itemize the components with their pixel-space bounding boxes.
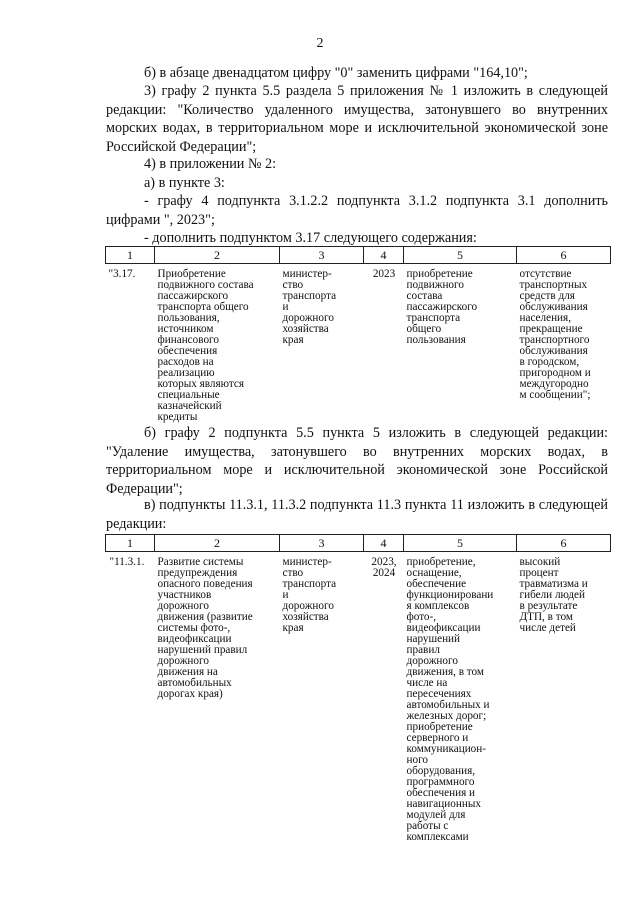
expected-result: приобретение, оснащение, обеспечение функционировани я комплексов фото-, видеофиксации нарушений правил дорожного движения, в том числе на пересечениях автомобильных и железных дорог; приобретение серверного и коммуникацион- ного оборудования, программного обеспечения и навигационных модулей для работы с комплексами bbox=[406, 556, 494, 843]
table-header-cell: 1 bbox=[106, 535, 155, 552]
table-header-cell: 6 bbox=[517, 247, 611, 264]
implementation-year: 2023 bbox=[372, 268, 396, 280]
table-header-cell: 6 bbox=[517, 535, 611, 552]
item-number: "11.3.1. bbox=[109, 556, 145, 568]
table-header-cell: 2 bbox=[155, 535, 280, 552]
table-header-cell: 2 bbox=[155, 247, 280, 264]
table-header-cell: 1 bbox=[106, 247, 155, 264]
implementation-year: 2023, 2024 bbox=[371, 556, 397, 579]
table-subitem-11-3-1 bbox=[105, 534, 611, 843]
table-header-cell: 3 bbox=[280, 535, 364, 552]
consequences: высокий процент травматизма и гибели людей в результате ДТП, в том числе детей bbox=[519, 556, 588, 634]
measure-name: Развитие системы предупреждения опасного поведения участников дорожного движения (развитие системы фото-, видеофиксации нарушений правил дорожного движения на автомобильных дорогах края) bbox=[157, 556, 253, 700]
table-header-cell: 4 bbox=[364, 535, 404, 552]
consequences: отсутствие транспортных средств для обслуживания населения, прекращение транспортного обслуживания в городском, пригородном и междугородно м сообщении"; bbox=[519, 268, 591, 401]
table-row bbox=[106, 264, 611, 424]
paragraph-3-appendix-1: 3) графу 2 пункта 5.5 раздела 5 приложения № 1 изложить в следующей редакции: "Количество удаленного имущества, затонувшего во внутренних морских водах, в территориальном море и исключительной экономической зоне Российской Федерации"; bbox=[106, 83, 608, 155]
table-header-row bbox=[106, 247, 611, 264]
table-subitem-3-17 bbox=[105, 246, 611, 423]
table-header-row bbox=[106, 535, 611, 552]
table-header-cell: 5 bbox=[404, 247, 517, 264]
measure-name: Приобретение подвижного состава пассажирского транспорта общего пользования, источником финансового обеспечения расходов на реализацию которых являются специальные казначейский кредиты bbox=[157, 268, 254, 423]
table-header-cell: 3 bbox=[280, 247, 364, 264]
paragraph-v-items-11-3: в) подпункты 11.3.1, 11.3.2 подпункта 11.3 пункта 11 изложить в следующей редакции: bbox=[106, 497, 608, 532]
paragraph-b-item-5-5: б) графу 2 подпункта 5.5 пункта 5 изложить в следующей редакции: "Удаление имущества, затонувшего во внутренних морских водах, в территориальном море и исключительной экономической зоне Российской Федерации"; bbox=[106, 425, 608, 497]
paragraph-a-item-3: а) в пункте 3: bbox=[144, 175, 225, 191]
table-header-cell: 4 bbox=[364, 247, 404, 264]
table-header-cell: 5 bbox=[404, 535, 517, 552]
responsible-executor: министер- ство транспорта и дорожного хозяйства края bbox=[282, 268, 337, 346]
paragraph-dash-add-3-17: - дополнить подпунктом 3.17 следующего содержания: bbox=[144, 230, 477, 246]
item-number: "3.17. bbox=[108, 268, 136, 280]
paragraph-4-appendix-2: 4) в приложении № 2: bbox=[144, 156, 277, 172]
page-number: 2 bbox=[316, 36, 324, 51]
paragraph-b-zero-replace: б) в абзаце двенадцатом цифру "0" заменить цифрами "164,10"; bbox=[144, 65, 528, 81]
responsible-executor: министер- ство транспорта и дорожного хозяйства края bbox=[282, 556, 337, 634]
paragraph-dash-column-4: - графу 4 подпункта 3.1.2.2 подпункта 3.1.2 подпункта 3.1 дополнить цифрами ", 2023"; bbox=[106, 193, 608, 228]
expected-result: приобретение подвижного состава пассажирского транспорта общего пользования bbox=[406, 268, 478, 346]
table-row bbox=[106, 552, 611, 844]
